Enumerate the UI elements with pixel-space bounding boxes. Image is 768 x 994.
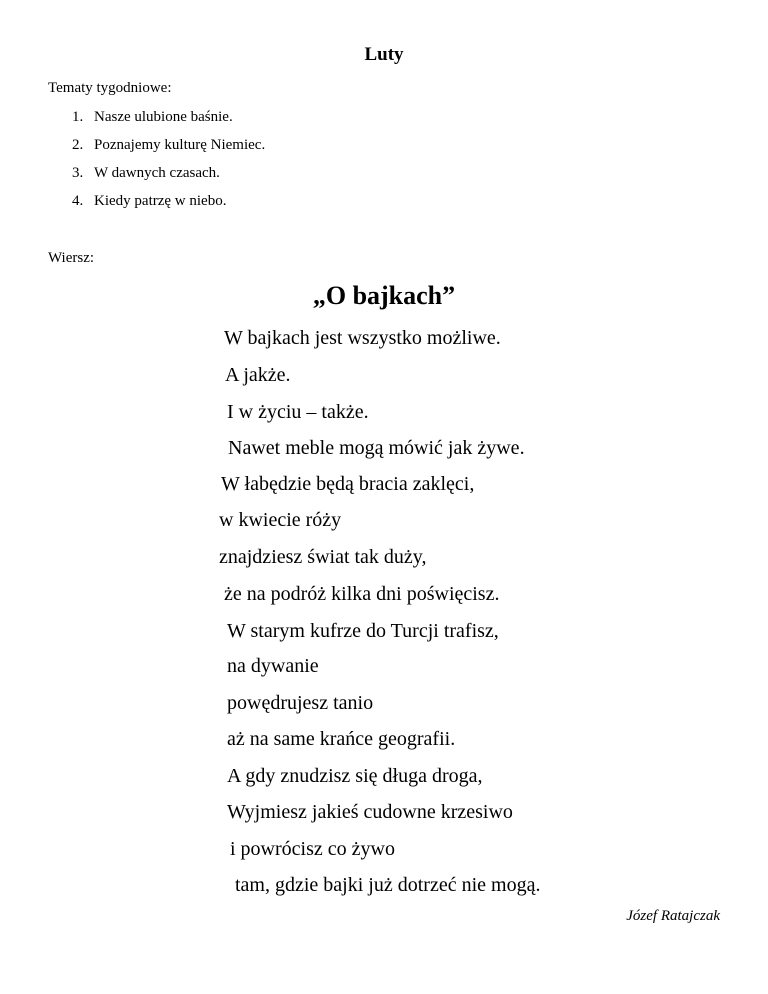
poem-line: i powrócisz co żywo [230,838,395,860]
theme-number: 3. [72,165,84,181]
poem-label: Wiersz: [48,250,95,266]
poem-line: na dywanie [227,655,319,677]
theme-text: W dawnych czasach. [94,165,220,181]
poem-line: I w życiu – także. [227,401,369,423]
poem-line: W starym kufrze do Turcji trafisz, [227,620,499,642]
poem-title: „O bajkach” [312,281,456,310]
poem-line: w kwiecie róży [219,509,342,531]
poem-line: aż na same krańce geografii. [227,728,456,750]
themes-label: Tematy tygodniowe: [48,80,172,96]
poem-line: A jakże. [225,364,291,386]
poem-line: Wyjmiesz jakieś cudowne krzesiwo [227,801,513,823]
poem-line: tam, gdzie bajki już dotrzeć nie mogą. [235,874,541,896]
poem-line: W bajkach jest wszystko możliwe. [224,327,501,349]
theme-item [72,192,265,220]
theme-number: 2. [72,137,84,153]
theme-item [72,164,265,192]
theme-text: Nasze ulubione baśnie. [94,109,233,125]
poem-line: Nawet meble mogą mówić jak żywe. [228,437,525,459]
theme-text: Poznajemy kulturę Niemiec. [94,137,266,153]
theme-number: 1. [72,109,84,125]
theme-number: 4. [72,193,84,209]
poem-line: powędrujesz tanio [227,692,374,714]
poem-line: znajdziesz świat tak duży, [219,546,427,568]
page-title: Luty [364,44,404,65]
poem-line: A gdy znudzisz się długa droga, [227,765,483,787]
theme-item [72,136,265,164]
poem-line: W łabędzie będą bracia zaklęci, [221,473,475,495]
theme-text: Kiedy patrzę w niebo. [94,193,227,209]
poem-author: Józef Ratajczak [626,908,720,924]
theme-list [72,108,265,220]
poem-line: że na podróż kilka dni poświęcisz. [224,583,500,605]
theme-item [72,108,265,136]
